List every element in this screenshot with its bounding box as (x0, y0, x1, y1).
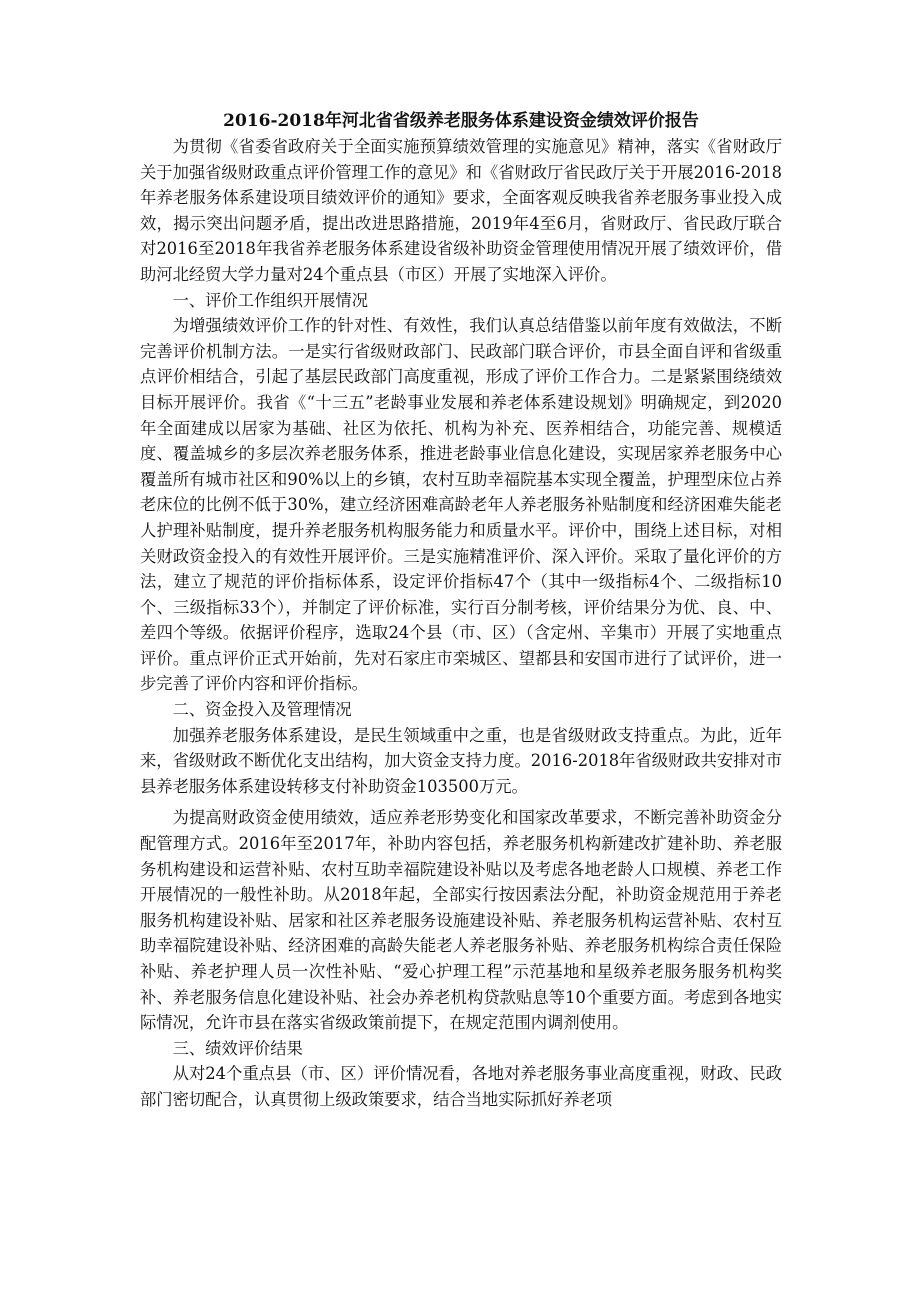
section-heading-3: 三、绩效评价结果 (172, 1038, 303, 1058)
document-page (140, 108, 782, 1113)
document-title: 2016-2018年河北省省级养老服务体系建设资金绩效评价报告 (223, 111, 699, 131)
section-heading-2: 二、资金投入及管理情况 (172, 700, 352, 720)
section-2-paragraph-2: 为提高财政资金使用绩效，适应养老形势变化和国家改革要求，不断完善补助资金分配管理方式。2016年至2017年，补助内容包括，养老服务机构新建改扩建补助、养老服务机构建设和运营补贴、农村互助幸福院建设补贴以及考虑各地老龄人口规模、养老工作开展情况的一般性补助。从2018年起，全部实行按因素法分配，补助资金规范用于养老服务机构建设补贴、居家和社区养老服务设施建设补贴、养老服务机构运营补贴、农村互助幸福院建设补贴、经济困难的高龄失能老人养老服务补贴、养老服务机构综合责任保险补贴、养老护理人员一次性补贴、“爱心护理工程”示范基地和星级养老服务服务机构奖补、养老服务信息化建设补贴、社会办养老机构贷款贴息等10个重要方面。考虑到各地实际情况，允许市县在落实省级政策前提下，在规定范围内调剂使用。 (140, 808, 782, 1033)
intro-paragraph: 为贯彻《省委省政府关于全面实施预算绩效管理的实施意见》精神，落实《省财政厅关于加强省级财政重点评价管理工作的意见》和《省财政厅省民政厅关于开展2016-2018年养老服务体系建设项目绩效评价的通知》要求，全面客观反映我省养老服务事业投入成效，揭示突出问题矛盾，提出改进思路措施，2019年4至6月，省财政厅、省民政厅联合对2016至2018年我省养老服务体系建设省级补助资金管理使用情况开展了绩效评价，借助河北经贸大学力量对24个重点县（市区）开展了实地深入评价。 (140, 137, 782, 284)
section-2-paragraph-1: 加强养老服务体系建设，是民生领域重中之重，也是省级财政支持重点。为此，近年来，省级财政不断优化支出结构，加大资金支持力度。2016-2018年省级财政共安排对市县养老服务体系建设转移支付补助资金103500万元。 (140, 725, 782, 796)
section-heading-1: 一、评价工作组织开展情况 (172, 290, 368, 310)
section-1-paragraph: 为增强绩效评价工作的针对性、有效性，我们认真总结借鉴以前年度有效做法，不断完善评价机制方法。一是实行省级财政部门、民政部门联合评价，市县全面自评和省级重点评价相结合，引起了基层民政部门高度重视，形成了评价工作合力。二是紧紧围绕绩效目标开展评价。我省《“十三五”老龄事业发展和养老体系建设规划》明确规定，到2020年全面建成以居家为基础、社区为依托、机构为补充、医养相结合，功能完善、规模适度、覆盖城乡的多层次养老服务体系，推进老龄事业信息化建设，实现居家养老服务中心覆盖所有城市社区和90%以上的乡镇，农村互助幸福院基本实现全覆盖，护理型床位占养老床位的比例不低于30%，建立经济困难高龄老年人养老服务补贴制度和经济困难失能老人护理补贴制度，提升养老服务机构服务能力和质量水平。评价中，围绕上述目标，对相关财政资金投入的有效性开展评价。三是实施精准评价、深入评价。采取了量化评价的方法，建立了规范的评价指标体系，设定评价指标47个（其中一级指标4个、二级指标10个、三级指标33个），并制定了评价标准，实行百分制考核，评价结果分为优、良、中、差四个等级。依据评价程序，选取24个县（市、区）（含定州、辛集市）开展了实地重点评价。重点评价正式开始前，先对石家庄市栾城区、望都县和安国市进行了试评价，进一步完善了评价内容和评价指标。 (140, 316, 782, 694)
section-3-paragraph: 从对24个重点县（市、区）评价情况看，各地对养老服务事业高度重视，财政、民政部门密切配合，认真贯彻上级政策要求，结合当地实际抓好养老项 (140, 1064, 782, 1109)
